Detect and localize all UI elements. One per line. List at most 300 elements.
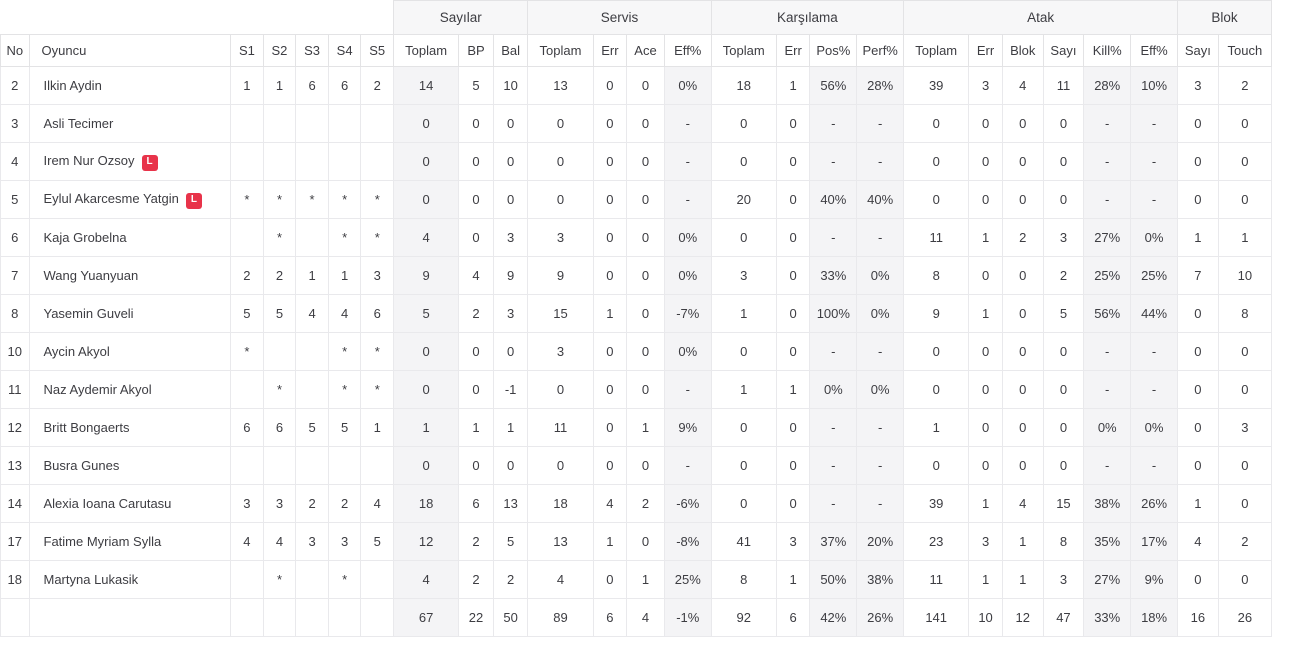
cell-srv_toplam: 0	[528, 371, 593, 409]
column-header-kar_toplam[interactable]	[711, 35, 776, 67]
cell-say_bal: 50	[493, 599, 528, 637]
cell-kar_perf: 0%	[857, 295, 904, 333]
cell-kar_toplam: 0	[711, 105, 776, 143]
column-header-kar_pos[interactable]	[810, 35, 857, 67]
column-header-srv_ace[interactable]	[627, 35, 665, 67]
cell-s2: *	[263, 371, 296, 409]
column-header-label: Err	[601, 43, 619, 58]
cell-kar_err: 0	[776, 257, 810, 295]
cell-atk_eff: 0%	[1131, 409, 1178, 447]
cell-atk_kill: -	[1084, 143, 1131, 181]
cell-atk_eff: -	[1131, 181, 1178, 219]
cell-srv_err: 1	[593, 523, 627, 561]
cell-atk_toplam: 11	[904, 219, 969, 257]
cell-s5: 3	[361, 257, 394, 295]
cell-blk_sayi: 0	[1178, 447, 1219, 485]
cell-atk_kill: -	[1084, 105, 1131, 143]
cell-srv_err: 4	[593, 485, 627, 523]
cell-no: 13	[1, 447, 30, 485]
cell-kar_err: 1	[776, 561, 810, 599]
cell-kar_perf: 26%	[857, 599, 904, 637]
cell-kar_toplam: 0	[711, 485, 776, 523]
cell-say_bp: 0	[459, 143, 494, 181]
cell-atk_err: 1	[969, 485, 1003, 523]
table-row	[1, 257, 1272, 295]
column-header-label: S1	[238, 43, 255, 58]
cell-atk_toplam: 141	[904, 599, 969, 637]
cell-srv_err: 0	[593, 447, 627, 485]
cell-atk_sayi: 5	[1043, 295, 1084, 333]
table-body	[1, 67, 1272, 637]
cell-blk_sayi: 1	[1178, 219, 1219, 257]
cell-kar_perf: -	[857, 447, 904, 485]
player-name-label: Eylul Akarcesme Yatgin	[43, 190, 179, 206]
column-header-label: S2	[271, 43, 288, 58]
cell-s1: *	[231, 333, 264, 371]
cell-s3	[296, 371, 329, 409]
cell-s5: *	[361, 333, 394, 371]
cell-say_bal: 0	[493, 333, 528, 371]
column-header-srv_err[interactable]	[593, 35, 627, 67]
cell-no	[1, 599, 30, 637]
cell-srv_err: 0	[593, 257, 627, 295]
cell-atk_blok: 1	[1002, 523, 1043, 561]
cell-srv_err: 6	[593, 599, 627, 637]
cell-s1: 2	[231, 257, 264, 295]
table-row	[1, 295, 1272, 333]
cell-s2: *	[263, 561, 296, 599]
column-header-label: No	[6, 43, 24, 58]
cell-srv_err: 0	[593, 67, 627, 105]
cell-say_toplam: 67	[394, 599, 459, 637]
cell-atk_kill: 27%	[1084, 561, 1131, 599]
cell-blk_sayi: 4	[1178, 523, 1219, 561]
cell-blk_sayi: 0	[1178, 333, 1219, 371]
cell-kar_err: 0	[776, 181, 810, 219]
column-header-s2[interactable]	[263, 35, 296, 67]
cell-say_bp: 0	[459, 105, 494, 143]
column-header-no[interactable]	[1, 35, 30, 67]
cell-atk_eff: -	[1131, 371, 1178, 409]
cell-s4: *	[328, 333, 361, 371]
cell-srv_toplam: 13	[528, 523, 593, 561]
cell-s2: 6	[263, 409, 296, 447]
cell-atk_sayi: 0	[1043, 447, 1084, 485]
cell-s3: 2	[296, 485, 329, 523]
column-header-atk_sayi[interactable]	[1043, 35, 1084, 67]
cell-atk_toplam: 23	[904, 523, 969, 561]
cell-srv_eff: 25%	[664, 561, 711, 599]
cell-say_toplam: 0	[394, 371, 459, 409]
column-header-label: Bal	[501, 43, 520, 58]
cell-atk_blok: 4	[1002, 67, 1043, 105]
column-header-atk_eff[interactable]	[1131, 35, 1178, 67]
cell-atk_toplam: 8	[904, 257, 969, 295]
cell-no: 6	[1, 219, 30, 257]
cell-srv_eff: -	[664, 181, 711, 219]
cell-s2: 4	[263, 523, 296, 561]
table-row	[1, 447, 1272, 485]
cell-kar_toplam: 18	[711, 67, 776, 105]
column-header-oyuncu[interactable]	[29, 35, 231, 67]
cell-blk_touch: 2	[1218, 523, 1271, 561]
cell-s5: 5	[361, 523, 394, 561]
cell-no: 10	[1, 333, 30, 371]
cell-kar_toplam: 41	[711, 523, 776, 561]
player-name-label: Kaja Grobelna	[43, 230, 127, 245]
table-row	[1, 219, 1272, 257]
group-header-atak	[904, 1, 1178, 35]
column-header-say_bp[interactable]	[459, 35, 494, 67]
cell-kar_perf: 0%	[857, 257, 904, 295]
column-header-label: Eff%	[1140, 43, 1168, 58]
group-header-label: Karşılama	[777, 10, 838, 25]
cell-player-name	[29, 561, 231, 599]
player-name-label: Asli Tecimer	[43, 116, 114, 131]
cell-kar_toplam: 3	[711, 257, 776, 295]
cell-srv_err: 0	[593, 333, 627, 371]
column-header-s5[interactable]	[361, 35, 394, 67]
cell-atk_kill: -	[1084, 371, 1131, 409]
cell-s4: 1	[328, 257, 361, 295]
cell-atk_toplam: 11	[904, 561, 969, 599]
cell-kar_pos: 100%	[810, 295, 857, 333]
column-header-s3[interactable]	[296, 35, 329, 67]
cell-say_bal: 0	[493, 105, 528, 143]
cell-srv_ace: 0	[627, 67, 665, 105]
column-header-kar_perf[interactable]	[857, 35, 904, 67]
column-header-label: Toplam	[539, 43, 582, 58]
cell-atk_toplam: 0	[904, 143, 969, 181]
libero-badge: L	[186, 193, 202, 209]
cell-blk_sayi: 0	[1178, 409, 1219, 447]
cell-blk_sayi: 1	[1178, 485, 1219, 523]
cell-s5: *	[361, 181, 394, 219]
column-header-label: Pos%	[816, 43, 851, 58]
cell-srv_toplam: 0	[528, 105, 593, 143]
cell-srv_ace: 0	[627, 523, 665, 561]
cell-player-name	[29, 409, 231, 447]
cell-s2	[263, 599, 296, 637]
cell-srv_ace: 0	[627, 371, 665, 409]
cell-blk_sayi: 0	[1178, 181, 1219, 219]
cell-srv_toplam: 3	[528, 219, 593, 257]
cell-atk_toplam: 0	[904, 371, 969, 409]
cell-s5	[361, 599, 394, 637]
cell-srv_toplam: 4	[528, 561, 593, 599]
column-header-atk_blok[interactable]	[1002, 35, 1043, 67]
cell-s3	[296, 105, 329, 143]
cell-s4: *	[328, 561, 361, 599]
cell-s3	[296, 599, 329, 637]
cell-blk_sayi: 0	[1178, 143, 1219, 181]
cell-s4: *	[328, 219, 361, 257]
column-header-say_toplam[interactable]	[394, 35, 459, 67]
column-header-label: Err	[976, 43, 995, 58]
column-header-label: Sayı	[1050, 43, 1077, 58]
column-header-label: Touch	[1227, 43, 1263, 58]
column-header-label: S3	[304, 43, 320, 58]
cell-srv_ace: 0	[627, 333, 665, 371]
cell-player-name	[29, 181, 231, 219]
cell-atk_kill: -	[1084, 447, 1131, 485]
group-header-sayılar	[394, 1, 528, 35]
cell-say_bp: 0	[459, 181, 494, 219]
cell-kar_perf: -	[857, 333, 904, 371]
cell-s1: 3	[231, 485, 264, 523]
cell-atk_sayi: 3	[1043, 219, 1084, 257]
cell-s2: *	[263, 219, 296, 257]
table-row	[1, 333, 1272, 371]
cell-srv_eff: 0%	[664, 333, 711, 371]
player-name-label: Martyna Lukasik	[43, 572, 139, 587]
cell-say_bp: 4	[459, 257, 494, 295]
player-name-label: Aycin Akyol	[43, 344, 110, 359]
cell-atk_err: 0	[969, 371, 1003, 409]
cell-atk_blok: 0	[1002, 371, 1043, 409]
cell-say_toplam: 0	[394, 181, 459, 219]
cell-kar_toplam: 0	[711, 143, 776, 181]
column-header-atk_err[interactable]	[969, 35, 1003, 67]
cell-kar_toplam: 92	[711, 599, 776, 637]
cell-atk_err: 1	[969, 561, 1003, 599]
cell-s3: 5	[296, 409, 329, 447]
cell-blk_sayi: 0	[1178, 371, 1219, 409]
cell-s2	[263, 447, 296, 485]
cell-player-name	[29, 105, 231, 143]
cell-srv_toplam: 11	[528, 409, 593, 447]
cell-say_bal: -1	[493, 371, 528, 409]
cell-kar_perf: 28%	[857, 67, 904, 105]
column-header-s1[interactable]	[231, 35, 264, 67]
cell-kar_pos: -	[810, 447, 857, 485]
cell-say_toplam: 14	[394, 67, 459, 105]
cell-say_toplam: 9	[394, 257, 459, 295]
cell-atk_blok: 0	[1002, 295, 1043, 333]
libero-badge: L	[142, 155, 158, 171]
cell-kar_pos: -	[810, 105, 857, 143]
cell-atk_blok: 2	[1002, 219, 1043, 257]
cell-kar_pos: 50%	[810, 561, 857, 599]
column-header-label: Toplam	[405, 43, 448, 58]
group-header-label: Blok	[1211, 10, 1238, 25]
cell-no: 18	[1, 561, 30, 599]
cell-atk_err: 0	[969, 333, 1003, 371]
cell-atk_sayi: 15	[1043, 485, 1084, 523]
cell-atk_err: 0	[969, 409, 1003, 447]
cell-say_bal: 10	[493, 67, 528, 105]
column-header-label: Ace	[634, 43, 657, 58]
cell-s3: 6	[296, 67, 329, 105]
cell-atk_toplam: 0	[904, 181, 969, 219]
cell-srv_err: 0	[593, 143, 627, 181]
cell-kar_perf: -	[857, 485, 904, 523]
cell-s5: *	[361, 371, 394, 409]
cell-s3	[296, 219, 329, 257]
cell-s4: 6	[328, 67, 361, 105]
cell-kar_toplam: 0	[711, 333, 776, 371]
cell-s5: 1	[361, 409, 394, 447]
cell-no: 7	[1, 257, 30, 295]
cell-kar_err: 0	[776, 105, 810, 143]
cell-atk_err: 0	[969, 143, 1003, 181]
cell-atk_sayi: 3	[1043, 561, 1084, 599]
player-name-label: Wang Yuanyuan	[43, 268, 139, 283]
table-row	[1, 523, 1272, 561]
cell-atk_kill: 33%	[1084, 599, 1131, 637]
cell-atk_kill: 27%	[1084, 219, 1131, 257]
cell-atk_eff: 9%	[1131, 561, 1178, 599]
column-header-say_bal[interactable]	[493, 35, 528, 67]
cell-srv_eff: -7%	[664, 295, 711, 333]
cell-kar_toplam: 0	[711, 447, 776, 485]
cell-player-name	[29, 523, 231, 561]
cell-srv_eff: 0%	[664, 219, 711, 257]
cell-atk_eff: 0%	[1131, 219, 1178, 257]
cell-atk_sayi: 0	[1043, 181, 1084, 219]
cell-blk_touch: 0	[1218, 105, 1271, 143]
cell-atk_eff: 26%	[1131, 485, 1178, 523]
cell-say_bal: 1	[493, 409, 528, 447]
cell-blk_touch: 0	[1218, 371, 1271, 409]
group-header-label: Atak	[1027, 10, 1055, 25]
cell-atk_toplam: 0	[904, 333, 969, 371]
cell-kar_pos: 56%	[810, 67, 857, 105]
cell-srv_toplam: 15	[528, 295, 593, 333]
cell-blk_sayi: 7	[1178, 257, 1219, 295]
cell-srv_toplam: 18	[528, 485, 593, 523]
cell-no: 11	[1, 371, 30, 409]
cell-srv_ace: 0	[627, 447, 665, 485]
cell-atk_blok: 0	[1002, 447, 1043, 485]
cell-s5: 4	[361, 485, 394, 523]
cell-kar_perf: 40%	[857, 181, 904, 219]
cell-atk_kill: 56%	[1084, 295, 1131, 333]
cell-atk_blok: 0	[1002, 333, 1043, 371]
group-header-blok	[1178, 1, 1272, 35]
cell-atk_blok: 0	[1002, 105, 1043, 143]
cell-say_bp: 2	[459, 295, 494, 333]
cell-player-name	[29, 219, 231, 257]
table-row	[1, 105, 1272, 143]
cell-kar_toplam: 0	[711, 219, 776, 257]
cell-s1: 4	[231, 523, 264, 561]
cell-srv_toplam: 13	[528, 67, 593, 105]
cell-atk_toplam: 0	[904, 105, 969, 143]
column-header-label: S5	[369, 43, 386, 58]
cell-atk_blok: 0	[1002, 143, 1043, 181]
column-header-s4[interactable]	[328, 35, 361, 67]
column-header-label: Sayı	[1184, 43, 1211, 58]
cell-kar_toplam: 20	[711, 181, 776, 219]
cell-s2: *	[263, 181, 296, 219]
cell-kar_pos: -	[810, 409, 857, 447]
cell-s2: 1	[263, 67, 296, 105]
cell-srv_ace: 0	[627, 143, 665, 181]
cell-no: 14	[1, 485, 30, 523]
cell-s2	[263, 333, 296, 371]
cell-s3: *	[296, 181, 329, 219]
cell-s3	[296, 561, 329, 599]
cell-atk_eff: -	[1131, 105, 1178, 143]
cell-kar_pos: 33%	[810, 257, 857, 295]
cell-blk_touch: 0	[1218, 447, 1271, 485]
cell-atk_sayi: 11	[1043, 67, 1084, 105]
cell-srv_err: 0	[593, 219, 627, 257]
cell-kar_err: 0	[776, 295, 810, 333]
cell-player-name	[29, 599, 231, 637]
cell-s5	[361, 447, 394, 485]
cell-kar_perf: -	[857, 105, 904, 143]
cell-s4	[328, 447, 361, 485]
cell-say_bal: 13	[493, 485, 528, 523]
cell-kar_err: 1	[776, 67, 810, 105]
cell-say_toplam: 4	[394, 219, 459, 257]
cell-kar_perf: 38%	[857, 561, 904, 599]
cell-srv_toplam: 0	[528, 181, 593, 219]
column-header-blk_touch[interactable]	[1218, 35, 1271, 67]
cell-say_bp: 0	[459, 447, 494, 485]
column-header-srv_toplam[interactable]	[528, 35, 593, 67]
player-name-label: Ilkin Aydin	[43, 78, 102, 93]
cell-blk_touch: 0	[1218, 485, 1271, 523]
cell-s4: *	[328, 371, 361, 409]
cell-say_bal: 5	[493, 523, 528, 561]
cell-kar_err: 0	[776, 333, 810, 371]
column-header-kar_err[interactable]	[776, 35, 810, 67]
cell-atk_eff: -	[1131, 143, 1178, 181]
cell-atk_blok: 12	[1002, 599, 1043, 637]
player-name-label: Naz Aydemir Akyol	[43, 382, 152, 397]
cell-srv_toplam: 89	[528, 599, 593, 637]
column-header-label: S4	[336, 43, 353, 58]
cell-no: 3	[1, 105, 30, 143]
column-header-atk_toplam[interactable]	[904, 35, 969, 67]
cell-s5	[361, 105, 394, 143]
cell-srv_eff: -	[664, 105, 711, 143]
cell-srv_ace: 0	[627, 181, 665, 219]
column-header-atk_kill[interactable]	[1084, 35, 1131, 67]
cell-atk_eff: 10%	[1131, 67, 1178, 105]
cell-s1	[231, 561, 264, 599]
cell-srv_err: 0	[593, 561, 627, 599]
cell-atk_eff: 17%	[1131, 523, 1178, 561]
cell-blk_touch: 0	[1218, 181, 1271, 219]
cell-s3	[296, 447, 329, 485]
cell-srv_ace: 0	[627, 257, 665, 295]
cell-s2: 5	[263, 295, 296, 333]
cell-say_bal: 0	[493, 447, 528, 485]
cell-s4	[328, 143, 361, 181]
cell-say_bal: 2	[493, 561, 528, 599]
cell-srv_ace: 0	[627, 295, 665, 333]
cell-s3	[296, 143, 329, 181]
cell-atk_toplam: 39	[904, 67, 969, 105]
cell-s5: 2	[361, 67, 394, 105]
cell-say_bal: 3	[493, 219, 528, 257]
cell-atk_eff: 25%	[1131, 257, 1178, 295]
cell-atk_err: 3	[969, 67, 1003, 105]
cell-atk_eff: 44%	[1131, 295, 1178, 333]
cell-kar_err: 0	[776, 409, 810, 447]
cell-no: 12	[1, 409, 30, 447]
cell-atk_sayi: 0	[1043, 105, 1084, 143]
cell-player-name	[29, 143, 231, 181]
column-header-srv_eff[interactable]	[664, 35, 711, 67]
column-header-label: Err	[784, 43, 802, 58]
cell-srv_toplam: 0	[528, 143, 593, 181]
column-header-blk_sayi[interactable]	[1178, 35, 1219, 67]
